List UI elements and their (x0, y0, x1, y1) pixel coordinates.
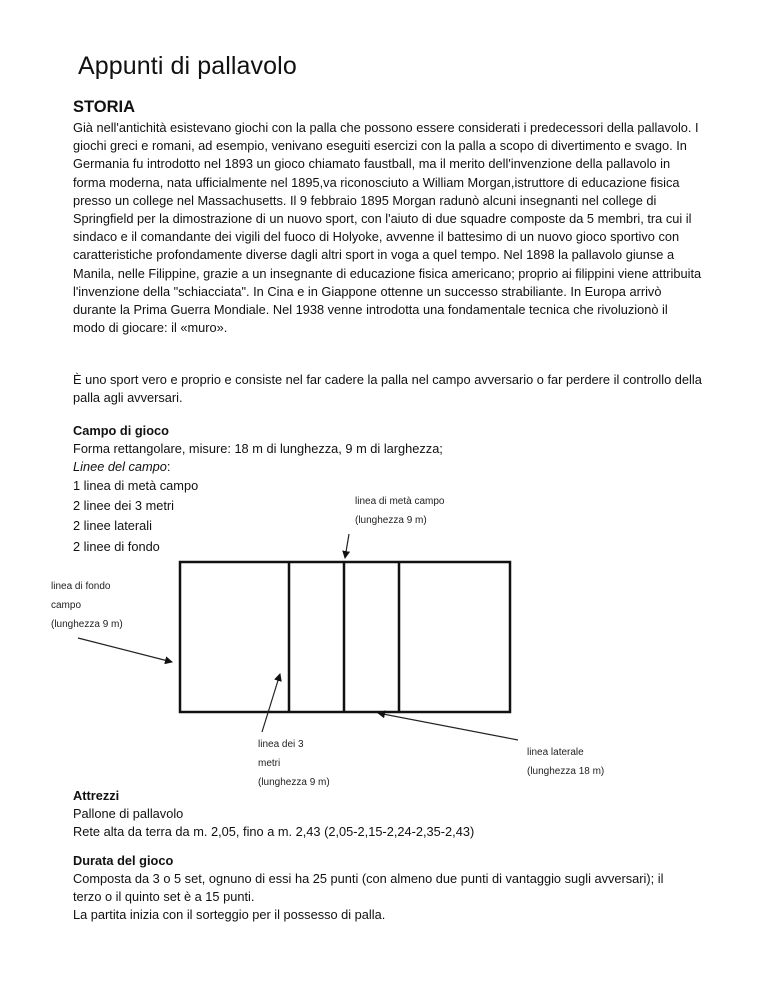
label-endline-line: linea di fondo (51, 581, 111, 592)
arrow-three-m (262, 674, 280, 732)
document-title: Appunti di pallavolo (78, 52, 297, 80)
attrezzi-heading: Attrezzi (73, 788, 120, 803)
label-midline-line: (lunghezza 9 m) (355, 515, 427, 526)
list-item: 2 linee di fondo (73, 539, 160, 554)
sport-description: È uno sport vero e proprio e consiste nel far cadere la palla nel campo avversario o far perdere il controllo della palla agli avversari. (73, 372, 702, 406)
label-midline-line: linea di metà campo (355, 496, 445, 507)
label-endline-line: (lunghezza 9 m) (51, 619, 123, 630)
durata-line: terzo o il quinto set è a 15 punti. (73, 889, 255, 904)
arrow-sideline (378, 713, 518, 740)
durata-heading: Durata del gioco (73, 853, 174, 868)
durata-line: La partita inizia con il sorteggio per il possesso di palla. (73, 907, 386, 922)
campo-shape: Forma rettangolare, misure: 18 m di lunghezza, 9 m di larghezza; (73, 441, 443, 456)
label-endline-line: campo (51, 600, 82, 611)
attrezzi-item: Rete alta da terra da m. 2,05, fino a m. 2,43 (2,05-2,15-2,24-2,35-2,43) (73, 824, 475, 839)
lines-label-text: Linee del campo (73, 459, 167, 474)
label-sideline-line: linea laterale (527, 747, 584, 758)
list-item: 2 linee dei 3 metri (73, 498, 175, 513)
arrow-endline (78, 638, 172, 662)
label-three-m-line: linea dei 3 (258, 739, 304, 750)
attrezzi-item: Pallone di pallavolo (73, 806, 184, 821)
label-sideline-line: (lunghezza 18 m) (527, 766, 605, 777)
list-item: 1 linea di metà campo (73, 478, 199, 493)
lines-label-colon: : (166, 459, 171, 474)
storia-heading: STORIA (73, 98, 136, 116)
label-three-m-line: metri (258, 758, 281, 769)
list-item: 2 linee laterali (73, 518, 152, 533)
durata-line: Composta da 3 o 5 set, ognuno di essi ha 25 punti (con almeno due punti di vantaggio sugli avversari); il (73, 871, 664, 886)
arrow-midline (345, 534, 349, 558)
storia-paragraph: Già nell'antichità esistevano giochi con la palla che possono essere considerati i predecessori della pallavolo. I giochi greci e romani, ad esempio, venivano eseguiti esercizi con la palla a scopo di divertimento e svago. In Germania fu introdotto nel 1893 un gioco chiamato faustball, ma il merito dell'invenzione della pallavolo in forma moderna, nata ufficialmente nel 1895,va riconosciuto a William Morgan,istruttore di educazione fisica presso un college nel Massachusetts. Il 9 febbraio 1895 Morgan radunò alcuni insegnanti nel college di Springfield per la dimostrazione di un nuovo sport, con l'aiuto di due squadre composte da 5 membri, tra cui il sindaco e il comandante dei vigili del fuoco di Holyoke, avvenne il battesimo di un nuovo gioco sportivo con caratteristiche profondamente diverse dagli altri sport in voga a quel tempo. Nel 1898 la pallavolo giunse a Manila, nelle Filippine, grazie a un insegnante di educazione fisica americano; proprio ai filippini viene attribuita l'invenzione della "schiacciata". In Cina e in Giappone ottenne un successo strabiliante. In Europa arrivò durante la Prima Guerra Mondiale. Nel 1938 venne introdotta una fondamentale tecnica che rivoluzionò il modo di giocare: il «muro». (73, 120, 702, 336)
campo-heading: Campo di gioco (73, 423, 169, 438)
label-three-m-line: (lunghezza 9 m) (258, 777, 330, 788)
